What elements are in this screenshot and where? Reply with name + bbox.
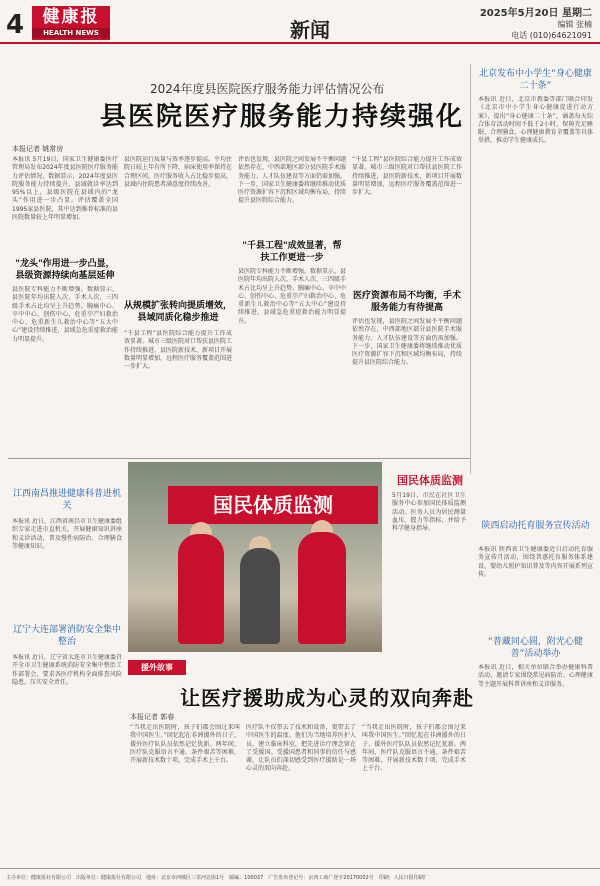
- lead-subhead-2: 从规模扩张转向提质增效，县域同质化稳步推进: [124, 301, 233, 323]
- lead-body-7: “千县工程”县医院综合能力提升工作成效显著。城市三级医院对口帮扶县医院工作持续推进，县医院新技术、新项目开展数量明显增加，远程医疗服务覆盖范围进一步扩大。: [352, 156, 462, 197]
- page-number: 4: [6, 10, 25, 40]
- sidebar-body-3: 本报讯 近日，相关单位联合举办健康科普活动，邀请专家围绕常见病防治、心理健康等主题开展科普讲座和义诊服务。: [478, 664, 593, 688]
- brief-title-2: 辽宁大连部署消防安全集中整治: [12, 625, 121, 647]
- medical-staff: [178, 534, 224, 644]
- lead-body-4: “千县工程”县医院综合能力提升工作成效显著。城市三级医院对口帮扶县医院工作持续推进，县医院新技术、新项目开展数量明显增加，远程医疗服务覆盖范围进一步扩大。: [124, 330, 232, 371]
- photo-caption: 5月19日，市民在社区卫生服务中心参加国民体质监测活动。医务人员为居民测量血压、握力等指标，并给予科学健身指导。: [392, 492, 466, 533]
- lead-body-6: 县医院专科能力不断增强。数据显示，县医院年均出院人次、手术人次、三四级手术占比均呈上升趋势。胸痛中心、卒中中心、创伤中心、危重孕产妇救治中心、危重新生儿救治中心等“五大中心”建设持续推进，县域急危重症救治能力明显提升。: [238, 268, 346, 325]
- masthead: [0, 0, 600, 44]
- medical-staff: [298, 532, 346, 644]
- issue-meta: [480, 8, 592, 41]
- lead-body-8: 评估也发现，县医院之间发展不平衡问题依然存在，中西部地区部分县医院手术服务能力、人才队伍建设等方面仍需加强。下一步，国家卫生健康委将继续推动优质医疗资源扩容下沉和区域均衡布局，持续提升县医院综合能力。: [352, 318, 462, 367]
- feature-headline: 让医疗援助成为心灵的双向奔赴: [180, 686, 474, 710]
- editor-name: 编辑 张楠: [557, 20, 592, 29]
- feature-body-2: 医疗队不仅带去了技术和设备，更带去了中国医生的温度。他们为当地培养医护人员，建立临床科室，把先进诊疗理念留在了受援国。受援国患者和同事的信任与感谢，让队员们深切感受到医疗援助是一场心灵的双向奔赴。: [246, 724, 356, 773]
- feature-body-3: “当我走出医院时，孩子们都会围过来叫我中国医生。”回忆起在非洲援外的日子，援外医疗队队员依然记忆犹新。两年间，医疗队克服语言不通、条件艰苦等困难，开展新技术数十项，完成手术上千台。: [362, 724, 466, 773]
- lead-body-5: 评估也发现，县医院之间发展不平衡问题依然存在，中西部地区部分县医院手术服务能力、人才队伍建设等方面仍需加强。下一步，国家卫生健康委将继续推动优质医疗资源扩容下沉和区域均衡布局，持续提升县医院综合能力。: [238, 156, 346, 205]
- editor-phone: 电话 (010)64621091: [511, 31, 592, 40]
- logo-english: HEALTH NEWS: [32, 28, 110, 38]
- section-divider: [8, 458, 470, 459]
- feature-tag: 援外故事: [128, 660, 186, 675]
- sidebar-title-2: 陕西启动托育服务宣传活动: [481, 521, 590, 531]
- lead-byline: 本报记者 姚常房: [12, 145, 64, 153]
- sidebar-body-2: 本报讯 陕西省卫生健康委近日启动托育服务宣传月活动，围绕普惠托育服务体系建设、婴幼儿照护知识普及等内容开展系列宣传。: [478, 546, 593, 578]
- brief-body-2: 本报讯 近日，辽宁省大连市卫生健康委召开全市卫生健康系统消防安全集中整治工作部署会，要求各医疗机构全面排查风险隐患，压实安全责任。: [12, 654, 122, 686]
- logo-chinese: 健康报: [42, 7, 100, 27]
- page-footer: 主办单位：健康报社有限公司 出版单位：健康报社有限公司 地址：北京市西城区三里河北街1号 邮编：100037 广告发布登记号：京西工商广登字20170002号 印刷：人民日报印刷厂: [0, 868, 600, 886]
- lead-subhead-4: 医疗资源布局不均衡，手术服务能力有待提高: [352, 291, 461, 313]
- sidebar-title-1: 北京发布中小学生“身心健康二十条”: [479, 69, 592, 91]
- feature-body-1: “当我走出医院时，孩子们都会围过来叫我中国医生。”回忆起在非洲援外的日子，援外医疗队队员依然记忆犹新。两年间，医疗队克服语言不通、条件艰苦等困难，开展新技术数十项，完成手术上千台。: [130, 724, 240, 765]
- sidebar-title-3: “普藏同心圆，附光心健普”活动举办: [488, 637, 583, 659]
- lead-kicker: 2024年度县医院医疗服务能力评估情况公布: [150, 82, 385, 96]
- resident: [240, 548, 280, 644]
- brief-body-1: 本报讯 近日，江西省南昌市卫生健康委组织专家走进市直机关，开展健康知识讲座和义诊活动，普及慢性病防治、合理膳食等健康知识。: [12, 518, 122, 550]
- lead-subhead-3: "千县工程"成效显著，帮扶工作更进一步: [242, 241, 342, 263]
- news-photo: [128, 462, 382, 652]
- lead-body-1: 本报讯 5月19日，国家卫生健康委医疗管理局发布2024年度县医院医疗服务能力评估情况。数据显示，2024年度县医院服务能力持续提升，县域就诊率达到95%以上，县级医院在县域内的“龙头”作用进一步凸显。评估覆盖全国1995家县医院，其中达到推荐标准的县医院数量较上年明显增加。: [12, 156, 118, 222]
- lead-body-3: 县医院运行质量与效率逐步提高。平均住院日较上年有所下降，病床使用率保持在合理区间，医疗服务收入占比稳步提高，县域内住院患者满意度持续改善。: [124, 156, 232, 188]
- lead-subhead-1: "龙头"作用进一步凸显，县级资源持续向基层延伸: [15, 259, 115, 281]
- section-title: 新闻: [290, 18, 330, 42]
- sidebar-body-1: 本报讯 近日，北京市教委等部门联合印发《北京市中小学生身心健康促进行动方案》，提出“身心健康二十条”，涵盖每天综合体育活动时间不低于2小时、保障充足睡眠、合理膳食、心理健康教育全覆盖等具体举措，推动学生健康成长。: [478, 96, 593, 145]
- photo-caption-title: 国民体质监测: [397, 474, 463, 487]
- newspaper-logo: [32, 6, 110, 40]
- issue-date: 2025年5月20日 星期二: [479, 8, 592, 19]
- lead-headline: 县医院医疗服务能力持续强化: [100, 102, 465, 132]
- photo-banner: 国民体质监测: [168, 486, 378, 524]
- lead-body-2: 县医院专科能力不断增强。数据显示，县医院年均出院人次、手术人次、三四级手术占比均呈上升趋势。胸痛中心、卒中中心、创伤中心、危重孕产妇救治中心、危重新生儿救治中心等“五大中心”建设持续推进，县域急危重症救治能力明显提升。: [12, 286, 118, 343]
- feature-byline: 本报记者 郭春: [130, 713, 175, 721]
- brief-title-1: 江西南昌推进健康科普进机关: [12, 489, 121, 511]
